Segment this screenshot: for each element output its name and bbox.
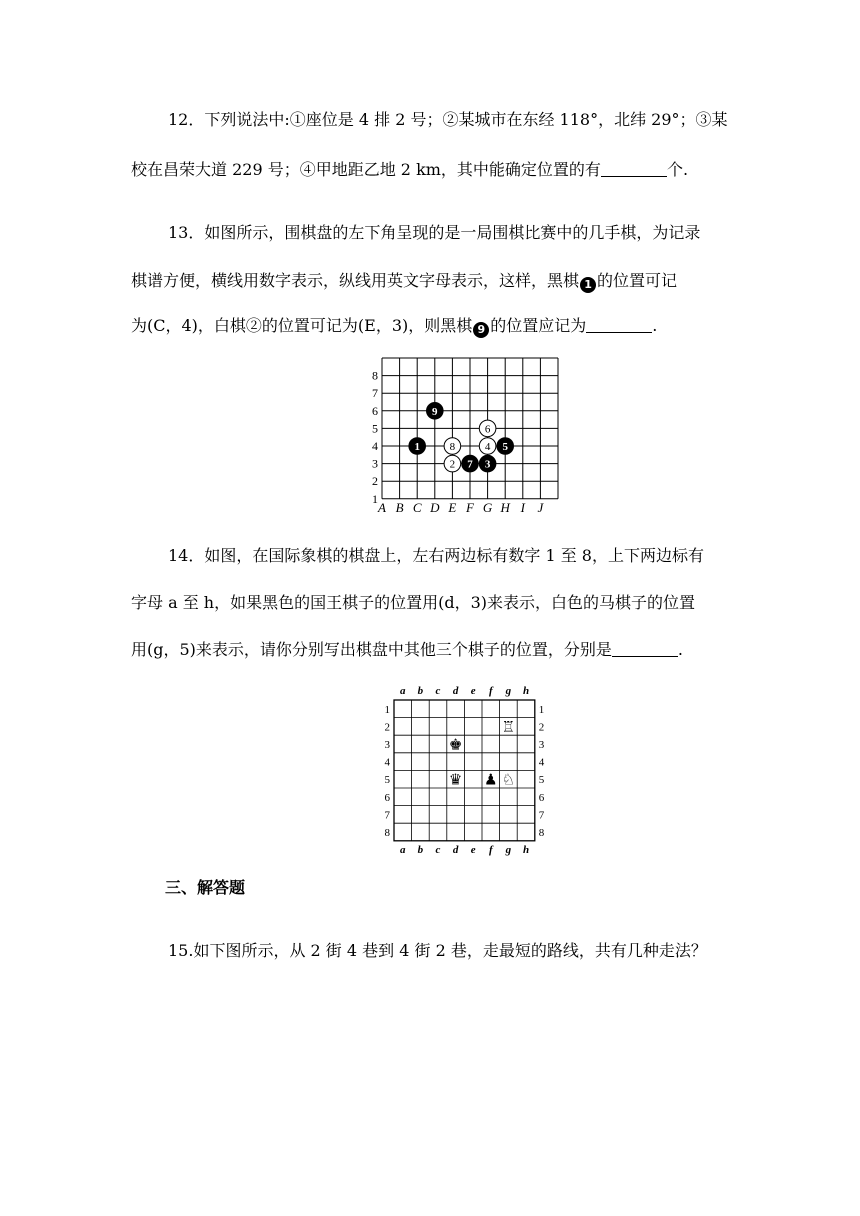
go-col-label: B bbox=[395, 499, 404, 515]
chess-row-label-left: 3 bbox=[384, 739, 390, 751]
q12-line2-end: 个. bbox=[666, 160, 689, 179]
answer-blank-13 bbox=[586, 318, 652, 333]
go-row-label: 6 bbox=[372, 403, 378, 418]
go-stone-label: 4 bbox=[484, 441, 491, 453]
section-heading: 三、解答题 bbox=[165, 878, 246, 897]
chess-row-label-right: 6 bbox=[538, 791, 545, 804]
chess-col-label-top: f bbox=[488, 685, 493, 697]
chess-col-label-top: g bbox=[505, 685, 512, 697]
go-row-label: 8 bbox=[372, 368, 378, 383]
chess-col-label-bottom: c bbox=[435, 843, 441, 856]
go-stone-label: 1 bbox=[414, 441, 420, 453]
chess-col-label-bottom: a bbox=[400, 843, 406, 856]
chess-col-label-top: h bbox=[522, 685, 530, 697]
q14-line1: 14．如图，在国际象棋的棋盘上，左右两边标有数字 1 至 8，上下两边标有 bbox=[168, 546, 704, 565]
black-stone-1-badge: 1 bbox=[580, 277, 596, 293]
chess-row-label-right: 2 bbox=[538, 721, 545, 734]
go-stone-label: 9 bbox=[432, 405, 438, 418]
q13-line2 bbox=[131, 268, 677, 293]
chess-col-label-top: e bbox=[470, 685, 476, 697]
chess-col-label-top: b bbox=[417, 685, 424, 697]
black-stone-9-badge: 9 bbox=[473, 322, 489, 338]
white-rook-icon: ♖ bbox=[501, 717, 516, 736]
q13-line3-end: . bbox=[652, 316, 658, 335]
go-stone-label: 8 bbox=[449, 441, 456, 453]
chess-col-label-top: c bbox=[435, 685, 441, 697]
q13-line2-end: 的位置可记 bbox=[597, 271, 678, 290]
go-col-label: A bbox=[378, 499, 386, 515]
chess-col-label-bottom: f bbox=[488, 843, 493, 856]
chess-col-label-top: d bbox=[452, 685, 459, 697]
q14-line3-text: 用(g，5)来表示，请你分别写出棋盘中其他三个棋子的位置，分别是 bbox=[131, 640, 612, 659]
go-row-label: 2 bbox=[372, 474, 378, 489]
chess-row-label-right: 8 bbox=[538, 827, 545, 839]
q13-line1: 13．如图所示，围棋盘的左下角呈现的是一局围棋比赛中的几手棋，为记录 bbox=[168, 223, 701, 242]
q13-line2-text: 棋谱方便，横线用数字表示，纵线用英文字母表示，这样，黑棋 bbox=[131, 271, 580, 290]
chess-row-label-left: 2 bbox=[384, 721, 390, 734]
go-board-figure bbox=[366, 354, 566, 520]
chess-col-label-bottom: g bbox=[505, 843, 512, 856]
go-stone-label: 3 bbox=[484, 458, 491, 471]
chess-col-label-bottom: d bbox=[452, 843, 459, 856]
chess-row-label-right: 7 bbox=[538, 809, 545, 822]
q15-text: 15.如下图所示，从 2 街 4 巷到 4 街 2 巷，走最短的路线，共有几种走法？ bbox=[168, 941, 707, 960]
go-row-label: 5 bbox=[372, 421, 378, 436]
chess-row-label-right: 5 bbox=[538, 774, 545, 787]
chess-row-label-right: 4 bbox=[538, 756, 545, 769]
chess-row-label-left: 6 bbox=[384, 791, 390, 804]
go-row-label: 3 bbox=[372, 456, 378, 471]
q14-line3 bbox=[131, 637, 683, 660]
go-row-label: 1 bbox=[372, 491, 378, 506]
chess-row-label-left: 7 bbox=[384, 809, 390, 822]
white-knight-icon: ♘ bbox=[501, 770, 516, 789]
go-col-label: C bbox=[412, 499, 422, 515]
go-col-label: I bbox=[520, 499, 525, 515]
answer-blank-14 bbox=[612, 642, 678, 657]
go-col-label: J bbox=[537, 499, 544, 515]
q13-line3-text: 为(C，4)，白棋②的位置可记为(E，3)，则黑棋 bbox=[131, 316, 473, 335]
chess-col-label-top: a bbox=[400, 685, 406, 697]
chess-board-figure bbox=[380, 680, 552, 856]
chess-row-label-left: 1 bbox=[384, 703, 390, 716]
q12-line1: 12．下列说法中:①座位是 4 排 2 号；②某城市在东经 118°，北纬 29°；③某 bbox=[168, 110, 728, 129]
black-queen-icon: ♛ bbox=[448, 770, 463, 789]
go-stone-label: 5 bbox=[502, 441, 508, 453]
chess-col-label-bottom: b bbox=[417, 843, 424, 856]
black-pawn-icon: ♟ bbox=[484, 770, 498, 789]
go-col-label: G bbox=[482, 499, 493, 515]
go-col-label: F bbox=[466, 499, 474, 515]
q14-line3-end: . bbox=[677, 640, 684, 659]
chess-row-label-right: 1 bbox=[538, 703, 545, 716]
go-col-label: E bbox=[448, 499, 457, 515]
q12-line2-text: 校在昌荣大道 229 号；④甲地距乙地 2 km，其中能确定位置的有 bbox=[131, 160, 601, 179]
black-king-icon: ♚ bbox=[448, 735, 463, 754]
go-row-label: 4 bbox=[372, 439, 378, 453]
chess-row-label-left: 4 bbox=[384, 756, 390, 769]
q13-line3 bbox=[131, 313, 657, 338]
chess-row-label-left: 5 bbox=[384, 774, 390, 787]
go-stone-label: 2 bbox=[449, 458, 456, 471]
answer-blank-12 bbox=[601, 162, 667, 177]
go-col-label: D bbox=[430, 499, 440, 515]
q14-line2: 字母 a 至 h，如果黑色的国王棋子的位置用(d，3)来表示，白色的马棋子的位置 bbox=[131, 593, 696, 612]
q13-line3-mid: 的位置应记为 bbox=[490, 316, 587, 335]
chess-row-label-left: 8 bbox=[384, 827, 390, 839]
chess-col-label-bottom: h bbox=[522, 843, 530, 856]
go-stone-label: 7 bbox=[467, 458, 473, 471]
chess-row-label-right: 3 bbox=[538, 739, 545, 751]
go-col-label: H bbox=[500, 499, 510, 515]
q12-line2 bbox=[131, 157, 688, 180]
go-stone-label: 6 bbox=[484, 423, 491, 436]
go-row-label: 7 bbox=[372, 386, 378, 401]
chess-col-label-bottom: e bbox=[470, 843, 476, 856]
